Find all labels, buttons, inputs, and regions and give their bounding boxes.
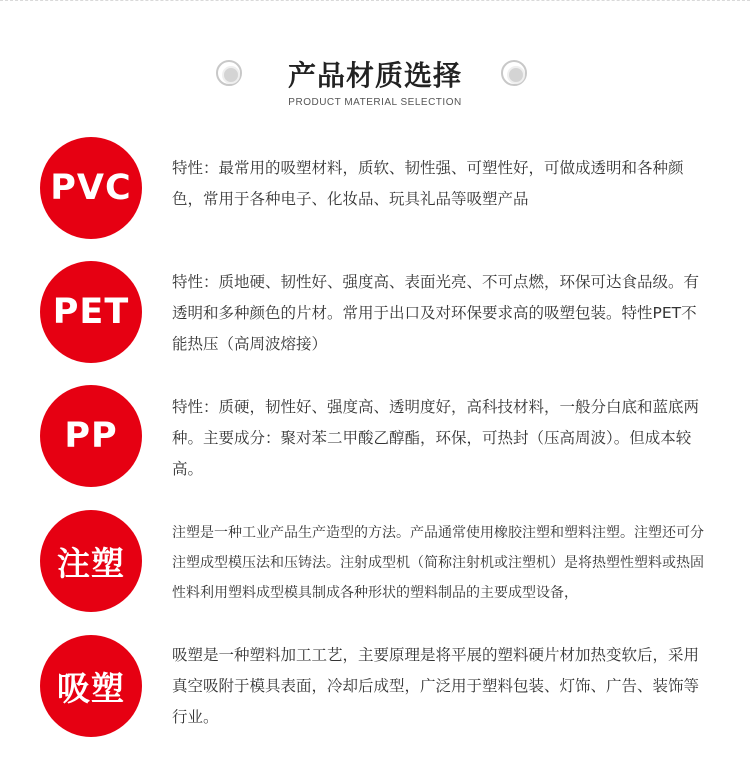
material-description: 特性：质地硬、韧性好、强度高、表面光亮、不可点燃，环保可达食品级。有透明和多种颜色的片材。常用于出口及对环保要求高的吸塑包装。特性PET不能热压（高周波熔接）	[172, 273, 700, 353]
section-header	[0, 50, 750, 110]
material-description: 特性：质硬，韧性好、强度高、透明度好，高科技材料，一般分白底和蓝底两种。主要成分：聚对苯二甲酸乙醇酯，环保，可热封（压高周波）。但成本较高。	[172, 398, 700, 478]
material-badge: PET	[40, 261, 142, 363]
material-description: 吸塑是一种塑料加工工艺，主要原理是将平展的塑料硬片材加热变软后，采用真空吸附于模具表面，冷却后成型，广泛用于塑料包装、灯饰、广告、装饰等行业。	[172, 646, 700, 726]
material-badge: PP	[40, 385, 142, 487]
circle-ornament-icon	[501, 60, 527, 86]
page-title: 产品材质选择	[287, 59, 462, 92]
material-badge: PVC	[40, 137, 142, 239]
top-divider	[0, 0, 750, 2]
material-description: 特性：最常用的吸塑材料，质软、韧性强、可塑性好，可做成透明和各种颜色，常用于各种电子、化妆品、玩具礼品等吸塑产品	[172, 159, 684, 208]
page-subtitle: PRODUCT MATERIAL SELECTION	[288, 97, 462, 108]
material-badge: 吸塑	[40, 635, 142, 737]
material-description: 注塑是一种工业产品生产造型的方法。产品通常使用橡胶注塑和塑料注塑。注塑还可分注塑成型模压法和压铸法。注射成型机（简称注射机或注塑机）是将热塑性塑料或热固性料利用塑料成型模具制成各种形状的塑料制品的主要成型设备，	[172, 525, 704, 601]
material-badge: 注塑	[40, 510, 142, 612]
